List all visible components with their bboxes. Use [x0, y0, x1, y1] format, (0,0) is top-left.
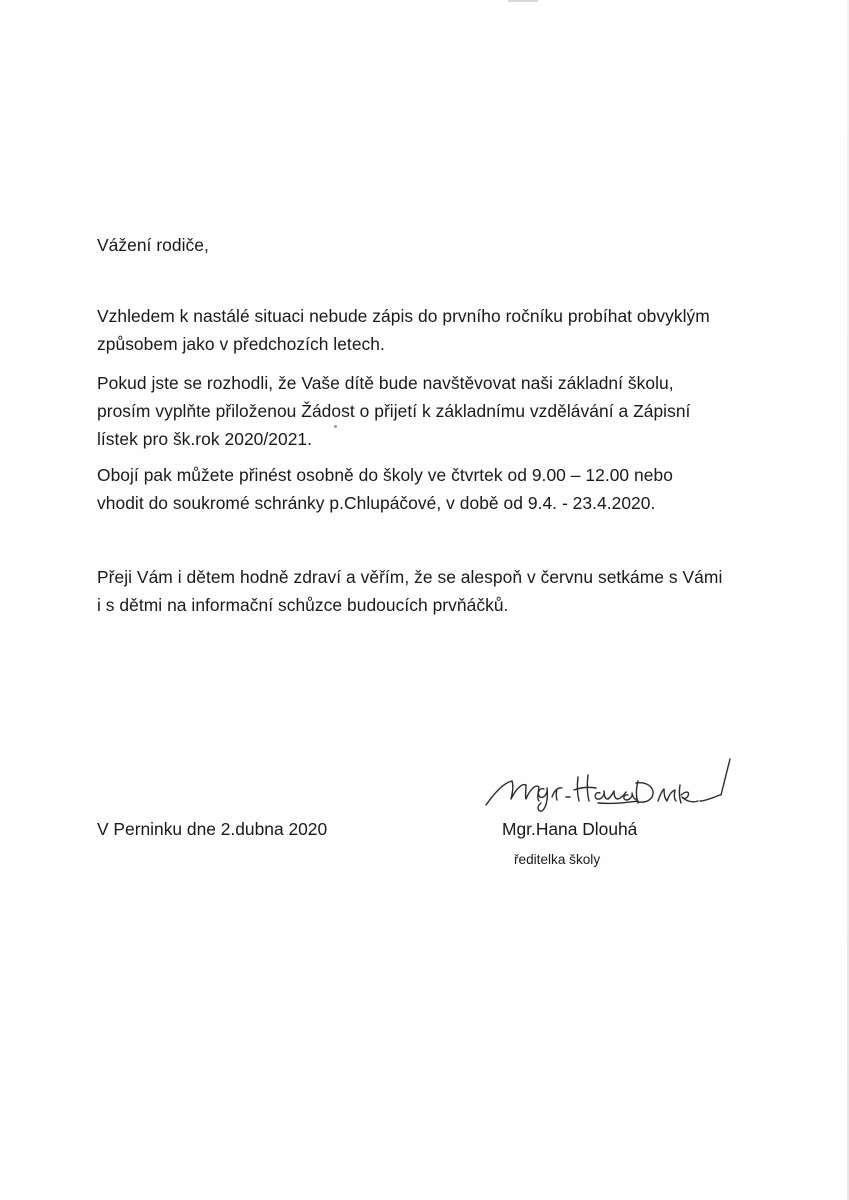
paragraph-2 [97, 369, 690, 453]
paragraph-3-line-2: vhodit do soukromé schránky p.Chlupáčové, v době od 9.4. - 23.4.2020. [97, 493, 656, 513]
paragraph-4 [97, 563, 722, 619]
signer-name: Mgr.Hana Dlouhá [502, 819, 638, 839]
paragraph-4-line-1: Přeji Vám i dětem hodně zdraví a věřím, že se alespoň v červnu setkáme s Vámi [97, 567, 723, 587]
paragraph-2-line-1: Pokud jste se rozhodli, že Vaše dítě bude navštěvovat naši základní školu, [97, 373, 674, 393]
paragraph-4-line-2: i s dětmi na informační schůzce budoucích prvňáčků. [97, 595, 509, 615]
signer-role: ředitelka školy [514, 852, 601, 867]
paragraph-1-line-1: Vzhledem k nastálé situaci nebude zápis do prvního ročníku probíhat obvyklým [97, 306, 710, 326]
stray-ink-mark [334, 425, 337, 428]
greeting: Vážení rodiče, [97, 235, 209, 255]
paragraph-3-line-1: Obojí pak můžete přinést osobně do školy ve čtvrtek od 9.00 – 12.00 nebo [97, 465, 673, 485]
place-and-date: V Perninku dne 2.dubna 2020 [97, 819, 328, 839]
paragraph-2-line-3: lístek pro šk.rok 2020/2021. [97, 429, 313, 449]
paragraph-3 [97, 461, 673, 517]
handwritten-signature [478, 757, 738, 813]
paragraph-1-line-2: způsobem jako v předchozích letech. [97, 334, 385, 354]
scan-artifact-top [508, 0, 538, 2]
paragraph-2-line-2: prosím vyplňte přiloženou Žádost o přijetí k základnímu vzdělávání a Zápisní [97, 401, 691, 421]
paragraph-1 [97, 302, 710, 358]
